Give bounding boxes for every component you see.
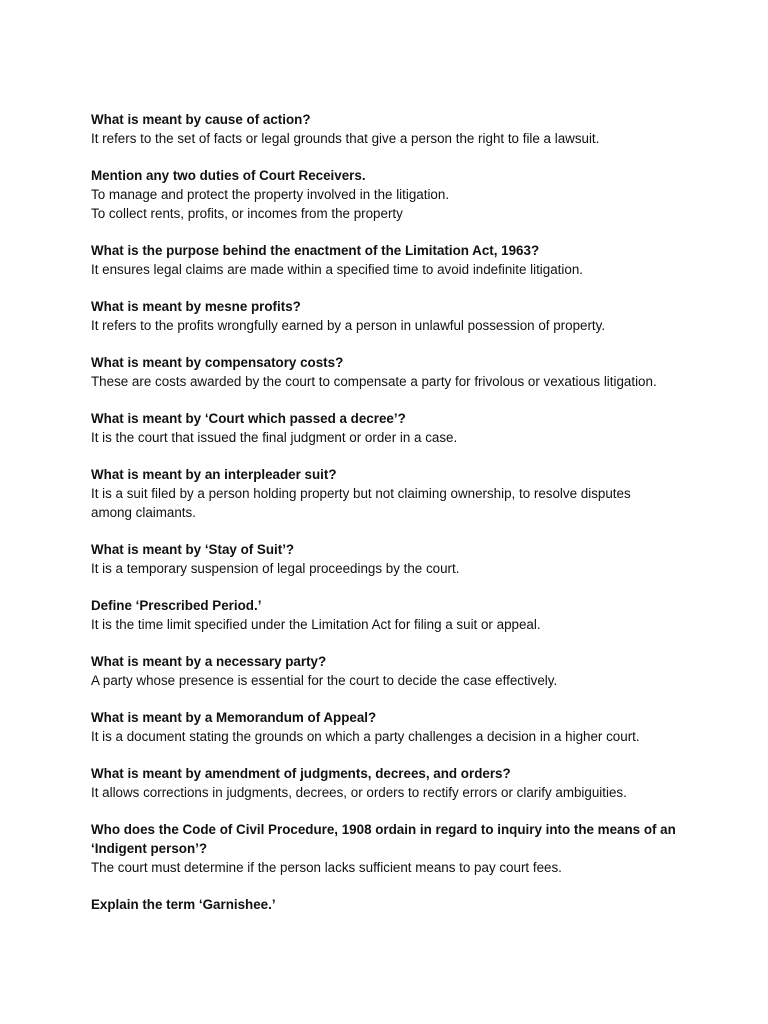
- answer-text: It is a document stating the grounds on which a party challenges a decision in a higher court.: [91, 729, 640, 744]
- qa-item: [91, 241, 691, 279]
- answer-text: To manage and protect the property involved in the litigation.: [91, 187, 450, 202]
- qa-item: [91, 110, 691, 148]
- answer-text: It is the time limit specified under the Limitation Act for filing a suit or appeal.: [91, 617, 541, 632]
- question-text: What is meant by a necessary party?: [91, 654, 327, 669]
- answer-text: These are costs awarded by the court to compensate a party for frivolous or vexatious litigation.: [91, 374, 657, 389]
- qa-item: [91, 652, 691, 690]
- question-text: What is meant by an interpleader suit?: [91, 467, 337, 482]
- question-text: Who does the Code of Civil Procedure, 1908 ordain in regard to inquiry into the means of an ‘Indigent person’?: [91, 822, 676, 856]
- question-text: What is meant by cause of action?: [91, 112, 311, 127]
- answer-text: It allows corrections in judgments, decrees, or orders to rectify errors or clarify ambiguities.: [91, 785, 627, 800]
- qa-item: [91, 166, 691, 223]
- qa-item: [91, 596, 691, 634]
- qa-item: [91, 764, 691, 802]
- qa-item: [91, 540, 691, 578]
- answer-text: It is the court that issued the final judgment or order in a case.: [91, 430, 458, 445]
- qa-item: [91, 297, 691, 335]
- qa-item: [91, 409, 691, 447]
- answer-text: A party whose presence is essential for the court to decide the case effectively.: [91, 673, 558, 688]
- question-text: Mention any two duties of Court Receivers.: [91, 168, 366, 183]
- answer-text: It refers to the set of facts or legal grounds that give a person the right to file a lawsuit.: [91, 131, 600, 146]
- answer-text: The court must determine if the person lacks sufficient means to pay court fees.: [91, 860, 562, 875]
- qa-item: [91, 820, 691, 877]
- answer-text: It refers to the profits wrongfully earned by a person in unlawful possession of property.: [91, 318, 606, 333]
- question-text: What is meant by ‘Stay of Suit’?: [91, 542, 295, 557]
- question-text: What is meant by mesne profits?: [91, 299, 301, 314]
- answer-text: It ensures legal claims are made within a specified time to avoid indefinite litigation.: [91, 262, 583, 277]
- qa-item: [91, 353, 691, 391]
- qa-item: [91, 465, 691, 522]
- qa-item: [91, 708, 691, 746]
- question-text: What is meant by ‘Court which passed a decree’?: [91, 411, 406, 426]
- question-text: What is meant by compensatory costs?: [91, 355, 344, 370]
- question-text: What is meant by a Memorandum of Appeal?: [91, 710, 377, 725]
- qa-item: [91, 895, 691, 914]
- question-text: What is meant by amendment of judgments, decrees, and orders?: [91, 766, 511, 781]
- question-text: Define ‘Prescribed Period.’: [91, 598, 262, 613]
- answer-text: among claimants.: [91, 505, 196, 520]
- answer-text: It is a temporary suspension of legal proceedings by the court.: [91, 561, 460, 576]
- question-text: Explain the term ‘Garnishee.’: [91, 897, 276, 912]
- question-text: What is the purpose behind the enactment of the Limitation Act, 1963?: [91, 243, 540, 258]
- answer-text: It is a suit filed by a person holding property but not claiming ownership, to resolve disputes: [91, 486, 631, 501]
- answer-text: To collect rents, profits, or incomes from the property: [91, 206, 403, 221]
- document-page: [91, 110, 691, 932]
